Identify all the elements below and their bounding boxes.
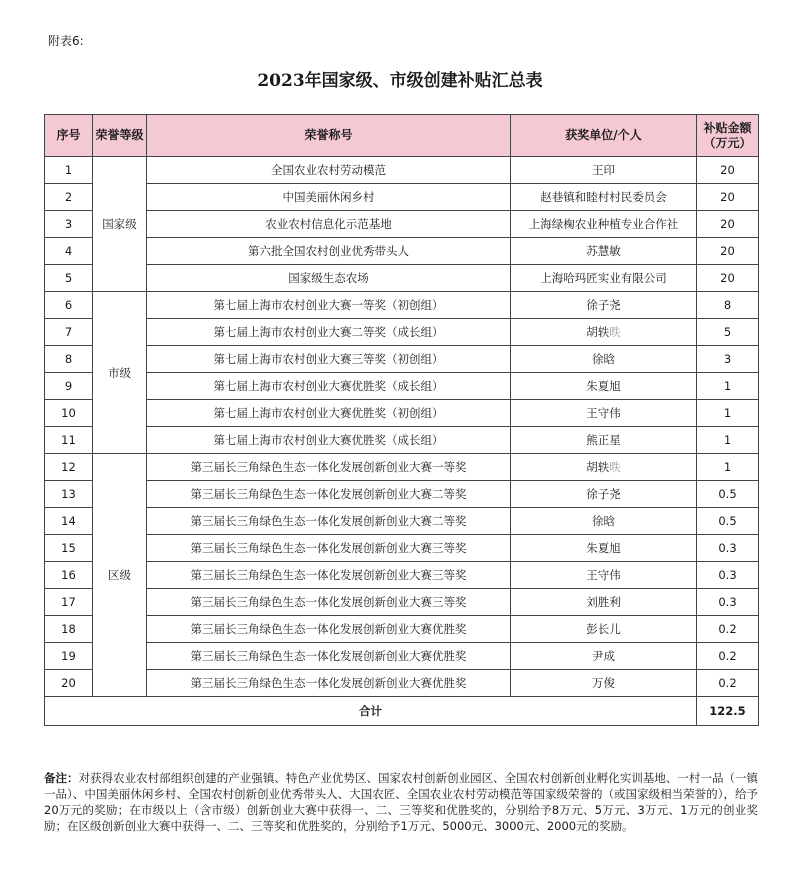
row-unit [511,400,697,427]
table-row [45,238,759,265]
row-unit-text: 徐子尧 [586,487,621,501]
row-honor: 第六批全国农村创业优秀带头人 [147,238,511,265]
row-unit [511,184,697,211]
table-row [45,157,759,184]
table-row [45,292,759,319]
row-amount: 20 [697,211,759,238]
row-amount: 20 [697,265,759,292]
row-honor: 第三届长三角绿色生态一体化发展创新创业大赛优胜奖 [147,670,511,697]
row-no: 19 [45,643,93,670]
row-unit-text: 刘胜利 [586,595,621,609]
row-unit [511,454,697,481]
row-no: 14 [45,508,93,535]
row-no: 9 [45,373,93,400]
total-amount: 122.5 [697,697,759,726]
row-no: 7 [45,319,93,346]
row-honor: 国家级生态农场 [147,265,511,292]
subsidy-table [44,114,759,726]
row-honor: 第七届上海市农村创业大赛三等奖（初创组） [147,346,511,373]
row-unit-text: 万俊 [592,676,615,690]
row-honor: 第三届长三角绿色生态一体化发展创新创业大赛二等奖 [147,508,511,535]
row-level: 市级 [93,292,147,454]
table-row [45,454,759,481]
row-no: 2 [45,184,93,211]
row-amount: 20 [697,238,759,265]
row-honor: 中国美丽休闲乡村 [147,184,511,211]
row-honor: 第三届长三角绿色生态一体化发展创新创业大赛优胜奖 [147,643,511,670]
table-row [45,427,759,454]
row-unit-text: 上海绿椈农业种植专业合作社 [528,217,679,231]
row-unit-text: 赵巷镇和睦村村民委员会 [540,190,667,204]
table-row [45,211,759,238]
row-amount: 1 [697,427,759,454]
table-row [45,400,759,427]
row-unit-text: 朱夏旭 [586,379,621,393]
header-level: 荣誉等级 [93,115,147,157]
row-unit-text: 朱夏旭 [586,541,621,555]
row-unit [511,238,697,265]
row-unit-text: 尹成 [592,649,615,663]
row-no: 4 [45,238,93,265]
row-unit-text: 苏慧敏 [586,244,621,258]
row-amount: 1 [697,454,759,481]
row-no: 1 [45,157,93,184]
row-unit [511,562,697,589]
row-no: 3 [45,211,93,238]
table-row [45,265,759,292]
row-honor: 第三届长三角绿色生态一体化发展创新创业大赛一等奖 [147,454,511,481]
row-no: 6 [45,292,93,319]
table-body [45,157,759,697]
row-no: 8 [45,346,93,373]
row-unit [511,157,697,184]
table-row [45,589,759,616]
row-unit-text: 彭长儿 [586,622,621,636]
row-no: 11 [45,427,93,454]
table-row [45,346,759,373]
row-honor: 第三届长三角绿色生态一体化发展创新创业大赛二等奖 [147,481,511,508]
row-honor: 第七届上海市农村创业大赛一等奖（初创组） [147,292,511,319]
row-unit [511,427,697,454]
row-unit [511,481,697,508]
table-row [45,670,759,697]
row-no: 20 [45,670,93,697]
header-unit: 获奖单位/个人 [511,115,697,157]
row-honor: 全国农业农村劳动模范 [147,157,511,184]
row-no: 10 [45,400,93,427]
row-unit-text: 王印 [592,163,615,177]
total-row [45,697,759,726]
row-honor: 第三届长三角绿色生态一体化发展创新创业大赛三等奖 [147,535,511,562]
row-unit [511,319,697,346]
table-row [45,184,759,211]
table-row [45,535,759,562]
row-amount: 8 [697,292,759,319]
row-unit-text: 徐子尧 [586,298,621,312]
footnote-text: 对获得农业农村部组织创建的产业强镇、特色产业优势区、国家农村创新创业园区、全国农村创新创业孵化实训基地、一村一品（一镇一品）、中国美丽休闲乡村、全国农村创新创业优秀带头人、大国农匠、全国农业农村劳动模范等国家级荣誉的（或国家级相当荣誉的），给予20万元的奖励；在市级以上（含市级）创新创业大赛中获得一、二、三等奖和优胜奖的，分别给予8万元、5万元、3万元、1万元的创业奖励；在区级创新创业大赛中获得一、二、三等奖和优胜奖的，分别给予1万元、5000元、3000元、2000元的奖励。 [44,771,759,833]
row-unit [511,346,697,373]
row-unit [511,265,697,292]
row-amount: 0.3 [697,562,759,589]
row-unit [511,535,697,562]
footnote-label: 备注： [44,771,79,785]
row-honor: 第七届上海市农村创业大赛二等奖（成长组） [147,319,511,346]
row-honor: 农业农村信息化示范基地 [147,211,511,238]
row-unit [511,670,697,697]
row-amount: 0.2 [697,670,759,697]
row-no: 17 [45,589,93,616]
row-amount: 0.2 [697,643,759,670]
row-amount: 3 [697,346,759,373]
table-row [45,562,759,589]
header-amount: 补贴金额（万元） [697,115,759,157]
row-unit [511,292,697,319]
row-no: 13 [45,481,93,508]
row-unit-text: 胡轶 [586,325,610,339]
table-row [45,481,759,508]
row-unit-text: 熊正星 [586,433,621,447]
page-title: 2023年国家级、市级创建补贴汇总表 [257,71,543,91]
row-unit [511,508,697,535]
row-unit-text: 徐晗 [592,514,615,528]
row-amount: 1 [697,400,759,427]
row-no: 5 [45,265,93,292]
table-row [45,373,759,400]
row-honor: 第七届上海市农村创业大赛优胜奖（成长组） [147,373,511,400]
header-no: 序号 [45,115,93,157]
row-amount: 20 [697,157,759,184]
total-label: 合计 [45,697,697,726]
row-unit-text: 王守伟 [586,568,621,582]
row-no: 16 [45,562,93,589]
row-honor: 第三届长三角绿色生态一体化发展创新创业大赛三等奖 [147,562,511,589]
row-unit-text: 胡轶 [586,460,610,474]
row-unit-text: 上海哈玛匠实业有限公司 [540,271,667,285]
row-amount: 0.3 [697,589,759,616]
row-level: 国家级 [93,157,147,292]
row-amount: 0.5 [697,481,759,508]
row-amount: 0.5 [697,508,759,535]
row-amount: 5 [697,319,759,346]
appendix-label: 附表6: [48,34,84,48]
row-unit-text: 徐晗 [592,352,615,366]
table-row [45,616,759,643]
row-no: 18 [45,616,93,643]
row-unit [511,211,697,238]
row-unit [511,373,697,400]
row-honor: 第三届长三角绿色生态一体化发展创新创业大赛优胜奖 [147,616,511,643]
row-level: 区级 [93,454,147,697]
row-no: 12 [45,454,93,481]
row-no: 15 [45,535,93,562]
footnote [44,770,758,834]
table-header-row [45,115,759,157]
row-unit-tail: 昳 [609,325,621,339]
row-honor: 第三届长三角绿色生态一体化发展创新创业大赛三等奖 [147,589,511,616]
row-amount: 20 [697,184,759,211]
header-honor: 荣誉称号 [147,115,511,157]
row-honor: 第七届上海市农村创业大赛优胜奖（初创组） [147,400,511,427]
table-row [45,508,759,535]
row-unit-text: 王守伟 [586,406,621,420]
row-amount: 1 [697,373,759,400]
row-amount: 0.2 [697,616,759,643]
table-row [45,643,759,670]
row-unit-tail: 昳 [609,460,621,474]
row-unit [511,589,697,616]
row-unit [511,643,697,670]
row-honor: 第七届上海市农村创业大赛优胜奖（成长组） [147,427,511,454]
row-amount: 0.3 [697,535,759,562]
table-row [45,319,759,346]
row-unit [511,616,697,643]
